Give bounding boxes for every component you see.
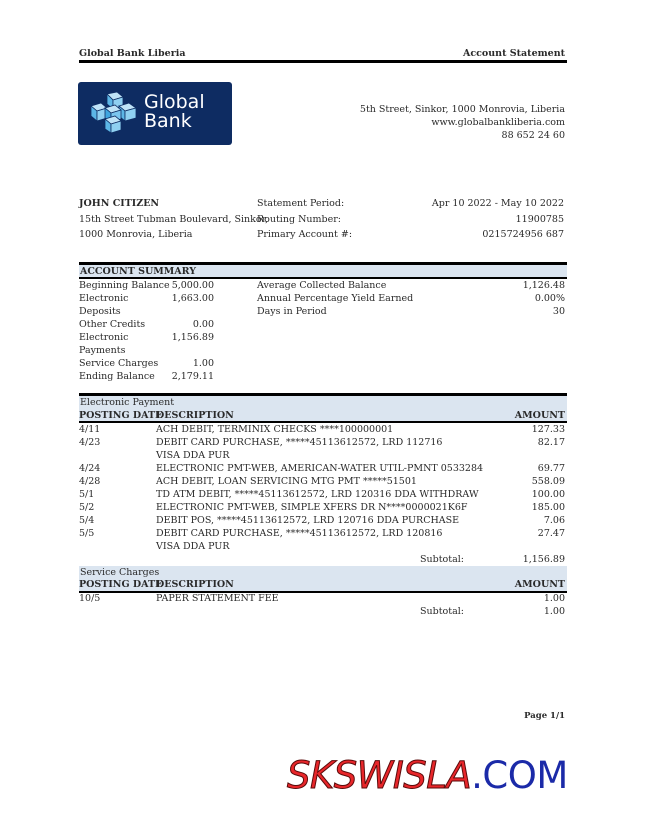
table-row (79, 462, 567, 475)
subtotal-row (79, 605, 567, 618)
table-row (79, 488, 567, 501)
row-amount: 69.77 (537, 463, 565, 474)
summary-row (79, 318, 214, 331)
row-description: ACH DEBIT, LOAN SERVICING MTG PMT *****51501 (156, 476, 417, 487)
service-table (79, 578, 567, 591)
summary-row (79, 331, 214, 357)
summary-label: Annual Percentage Yield Earned (257, 293, 414, 304)
routing-number-label: Routing Number: (257, 213, 341, 225)
subtotal-row (79, 553, 567, 566)
row-amount: 558.09 (531, 476, 565, 487)
customer-address-line2: 1000 Monrovia, Liberia (79, 229, 193, 240)
summary-label: Average Collected Balance (257, 280, 387, 291)
statement-period-value: Apr 10 2022 - May 10 2022 (431, 198, 564, 209)
summary-label: Other Credits (79, 319, 146, 330)
row-description: DEBIT POS, *****45113612572, LRD 120716 DDA PURCHASE (156, 515, 460, 526)
cube-cross-logo-icon (89, 92, 139, 134)
column-amount: AMOUNT (514, 410, 565, 421)
summary-right-column (257, 279, 565, 318)
row-description: ELECTRONIC PMT-WEB, AMERICAN-WATER UTIL-PMNT 0533284 (156, 463, 484, 474)
summary-value: 30 (552, 306, 565, 317)
account-summary-title: ACCOUNT SUMMARY (80, 266, 197, 277)
summary-row (79, 370, 214, 383)
routing-number-value: 11900785 (515, 213, 564, 225)
table-row (79, 501, 567, 514)
subtotal-label: Subtotal: (420, 554, 464, 565)
column-description: DESCRIPTION (156, 579, 234, 590)
column-posting-date: POSTING DATE (79, 579, 163, 590)
bank-contact (360, 103, 565, 142)
header-divider (79, 60, 567, 63)
summary-label: Electronic Deposits (79, 293, 129, 317)
bank-phone: 88 652 24 60 (501, 130, 565, 141)
payments-table-body (79, 423, 567, 566)
document-title: Account Statement (462, 48, 565, 59)
row-description: DEBIT CARD PURCHASE, *****45113612572, LRD 112716 (156, 437, 443, 448)
summary-value: 1,126.48 (522, 280, 565, 291)
summary-value: 2,179.11 (171, 371, 214, 382)
summary-label: Beginning Balance (79, 280, 170, 291)
service-table-body (79, 592, 567, 618)
bank-name: Global Bank Liberia (79, 48, 186, 59)
row-amount: 82.17 (537, 437, 565, 448)
statement-period-label: Statement Period: (257, 198, 345, 209)
row-amount: 100.00 (531, 489, 565, 500)
subtotal-value: 1,156.89 (522, 554, 565, 565)
row-date: 4/28 (79, 476, 101, 487)
table-row-continuation (79, 449, 567, 462)
summary-value: 1,156.89 (171, 332, 214, 343)
row-date: 5/1 (79, 489, 95, 500)
summary-row (79, 292, 214, 318)
table-row (79, 423, 567, 436)
subtotal-value: 1.00 (543, 606, 565, 617)
row-date: 4/23 (79, 437, 101, 448)
table-header (79, 578, 567, 591)
bank-address: 5th Street, Sinkor, 1000 Monrovia, Liberia (359, 104, 565, 115)
subtotal-label: Subtotal: (420, 606, 464, 617)
summary-label: Service Charges (79, 358, 159, 369)
customer-name: JOHN CITIZEN (79, 198, 160, 209)
account-number-label: Primary Account #: (257, 229, 353, 240)
row-amount: 1.00 (543, 593, 565, 604)
summary-label: Ending Balance (79, 371, 155, 382)
table-row (79, 436, 567, 449)
logo-wordmark (144, 93, 205, 131)
table-row (79, 475, 567, 488)
column-description: DESCRIPTION (156, 410, 234, 421)
row-description-line2: VISA DDA PUR (156, 450, 230, 461)
row-date: 5/5 (79, 528, 95, 539)
summary-label: Electronic Payments (79, 332, 129, 356)
payments-section-title: Electronic Payment (80, 397, 175, 408)
summary-value: 0.00% (534, 293, 565, 304)
statement-info-values (432, 196, 564, 243)
bank-website: www.globalbankliberia.com (431, 117, 565, 128)
row-date: 4/24 (79, 463, 101, 474)
watermark (287, 755, 568, 797)
summary-value: 0.00 (192, 319, 214, 330)
summary-value: 1,663.00 (171, 293, 214, 304)
row-date: 4/11 (79, 424, 101, 435)
account-number-value: 0215724956 687 (482, 229, 564, 240)
customer-info (79, 196, 268, 243)
row-description-line2: VISA DDA PUR (156, 541, 230, 552)
row-description: TD ATM DEBIT, *****45113612572, LRD 120316 DDA WITHDRAW (156, 489, 479, 500)
service-section-title: Service Charges (80, 567, 160, 578)
watermark-part1: SKSWISLA (287, 754, 472, 797)
summary-value: 5,000.00 (171, 280, 214, 291)
row-amount: 7.06 (543, 515, 565, 526)
summary-row (257, 292, 565, 305)
summary-row (257, 305, 565, 318)
row-date: 5/4 (79, 515, 95, 526)
row-date: 10/5 (79, 593, 101, 604)
summary-left-column (79, 279, 214, 331)
logo-line2: Bank (144, 110, 192, 132)
row-amount: 27.47 (537, 528, 565, 539)
bank-logo (78, 82, 232, 145)
table-row-continuation (79, 540, 567, 553)
summary-row (79, 357, 214, 370)
statement-info-labels (257, 196, 352, 243)
summary-row (257, 279, 565, 292)
column-posting-date: POSTING DATE (79, 410, 163, 421)
table-row (79, 592, 567, 605)
row-description: DEBIT CARD PURCHASE, *****45113612572, LRD 120816 (156, 528, 443, 539)
page-number: Page 1/1 (524, 711, 565, 721)
row-date: 5/2 (79, 502, 95, 513)
column-amount: AMOUNT (514, 579, 565, 590)
summary-row (79, 279, 214, 292)
summary-left-column-2 (79, 331, 214, 383)
table-row (79, 527, 567, 540)
row-amount: 185.00 (531, 502, 565, 513)
row-description: ACH DEBIT, TERMINIX CHECKS ****100000001 (156, 424, 394, 435)
row-description: PAPER STATEMENT FEE (156, 593, 279, 604)
watermark-part2: .COM (471, 754, 568, 797)
row-amount: 127.33 (531, 424, 565, 435)
table-row (79, 514, 567, 527)
summary-label: Days in Period (257, 306, 327, 317)
row-description: ELECTRONIC PMT-WEB, SIMPLE XFERS DR N****0000021K6F (156, 502, 468, 513)
customer-address-line1: 15th Street Tubman Boulevard, Sinkor, (79, 213, 269, 225)
summary-value: 1.00 (192, 358, 214, 369)
logo-line1: Global (144, 91, 205, 113)
